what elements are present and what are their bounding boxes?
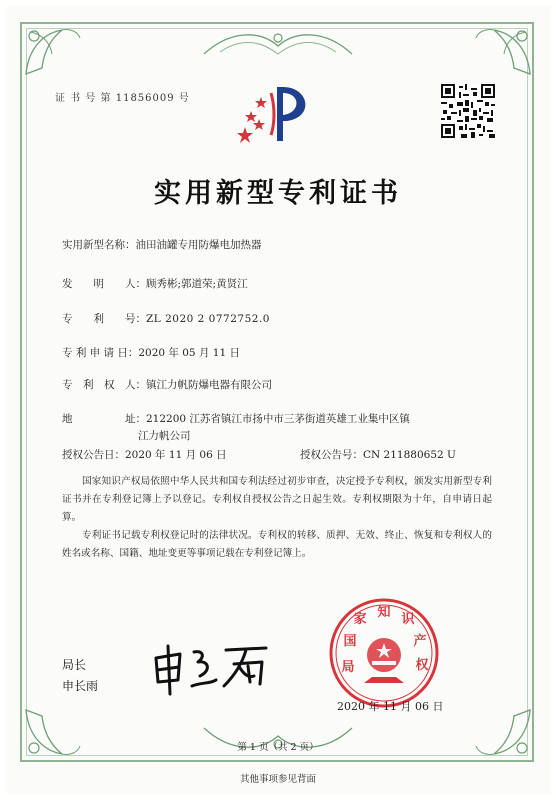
svg-text:局: 局 (341, 660, 355, 675)
svg-text:产: 产 (413, 634, 427, 649)
handwritten-signature-icon (150, 640, 275, 698)
official-seal-icon (328, 597, 440, 709)
page-number: 第 1 页（共 2 页） (237, 742, 319, 753)
svg-text:知: 知 (377, 605, 391, 620)
patent-number-value: ZL 2020 2 0772752.0 (146, 313, 270, 325)
filing-date-value: 2020 年 05 月 11 日 (138, 347, 240, 359)
patent-number-label: 专 利 号： (62, 313, 146, 325)
grant-number-value: CN 211880652 U (363, 449, 456, 461)
patentee-label: 专 利 权 人： (62, 379, 146, 391)
address-line-1: 212200 江苏省镇江市扬中市三茅街道英雄工业集中区镇 (146, 413, 410, 425)
seal-date: 2020 年 11 月 06 日 (337, 700, 444, 713)
svg-text:家: 家 (353, 612, 367, 627)
certificate-title: 实用新型专利证书 (154, 178, 402, 209)
utility-model-name-row (62, 237, 262, 252)
svg-text:权: 权 (415, 658, 429, 673)
utility-model-name-label: 实用新型名称： (62, 239, 136, 251)
inventors-label: 发 明 人： (62, 278, 146, 290)
footer-note: 其他事项参见背面 (239, 774, 316, 785)
address-row (62, 411, 410, 426)
legal-status-paragraph: 专利证书记载专利权登记时的法律状况。专利权的转移、质押、无效、终止、恢复和专利权人的姓名或名称、国籍、地址变更等事项记载在专利登记簿上。 (62, 530, 492, 559)
grant-statement-paragraph: 国家知识产权局依照中华人民共和国专利法经过初步审查，决定授予专利权，颁发实用新型专利证书并在专利登记簿上予以登记。专利权自授权公告之日起生效。专利权期限为十年，自申请日起算。 (62, 476, 492, 523)
filing-date-label: 专 利 申 请 日： (62, 347, 139, 359)
signatory-title: 局长 (62, 658, 87, 672)
filing-date-row (62, 345, 240, 360)
patentee-value: 镇江力帆防爆电器有限公司 (146, 379, 272, 391)
grant-date-value: 2020 年 11 月 06 日 (125, 449, 227, 461)
cnipa-logo-icon (231, 83, 321, 145)
patent-number-row (62, 311, 270, 326)
corner-ornament-top-right (472, 24, 534, 80)
utility-model-name-value: 油田油罐专用防爆电加热器 (135, 239, 262, 251)
grant-number-row (300, 447, 456, 462)
qr-code-icon (441, 84, 495, 138)
patentee-row (62, 377, 272, 392)
inventors-value: 顾秀彬;郭道荣;黄贤江 (146, 278, 248, 290)
top-center-ornament (200, 26, 356, 60)
address-label: 地 址： (62, 413, 146, 425)
grant-number-label: 授权公告号： (300, 449, 363, 461)
grant-date-label: 授权公告日： (62, 449, 125, 461)
corner-ornament-top-left (22, 24, 84, 80)
certificate-number: 证 书 号 第 11856009 号 (55, 93, 190, 104)
inventors-row (62, 276, 248, 291)
svg-text:国: 国 (343, 634, 357, 649)
signatory-name: 申长雨 (62, 679, 99, 693)
svg-text:识: 识 (401, 612, 415, 627)
grant-date-row (62, 447, 227, 462)
address-line-2: 江力帆公司 (138, 430, 191, 442)
